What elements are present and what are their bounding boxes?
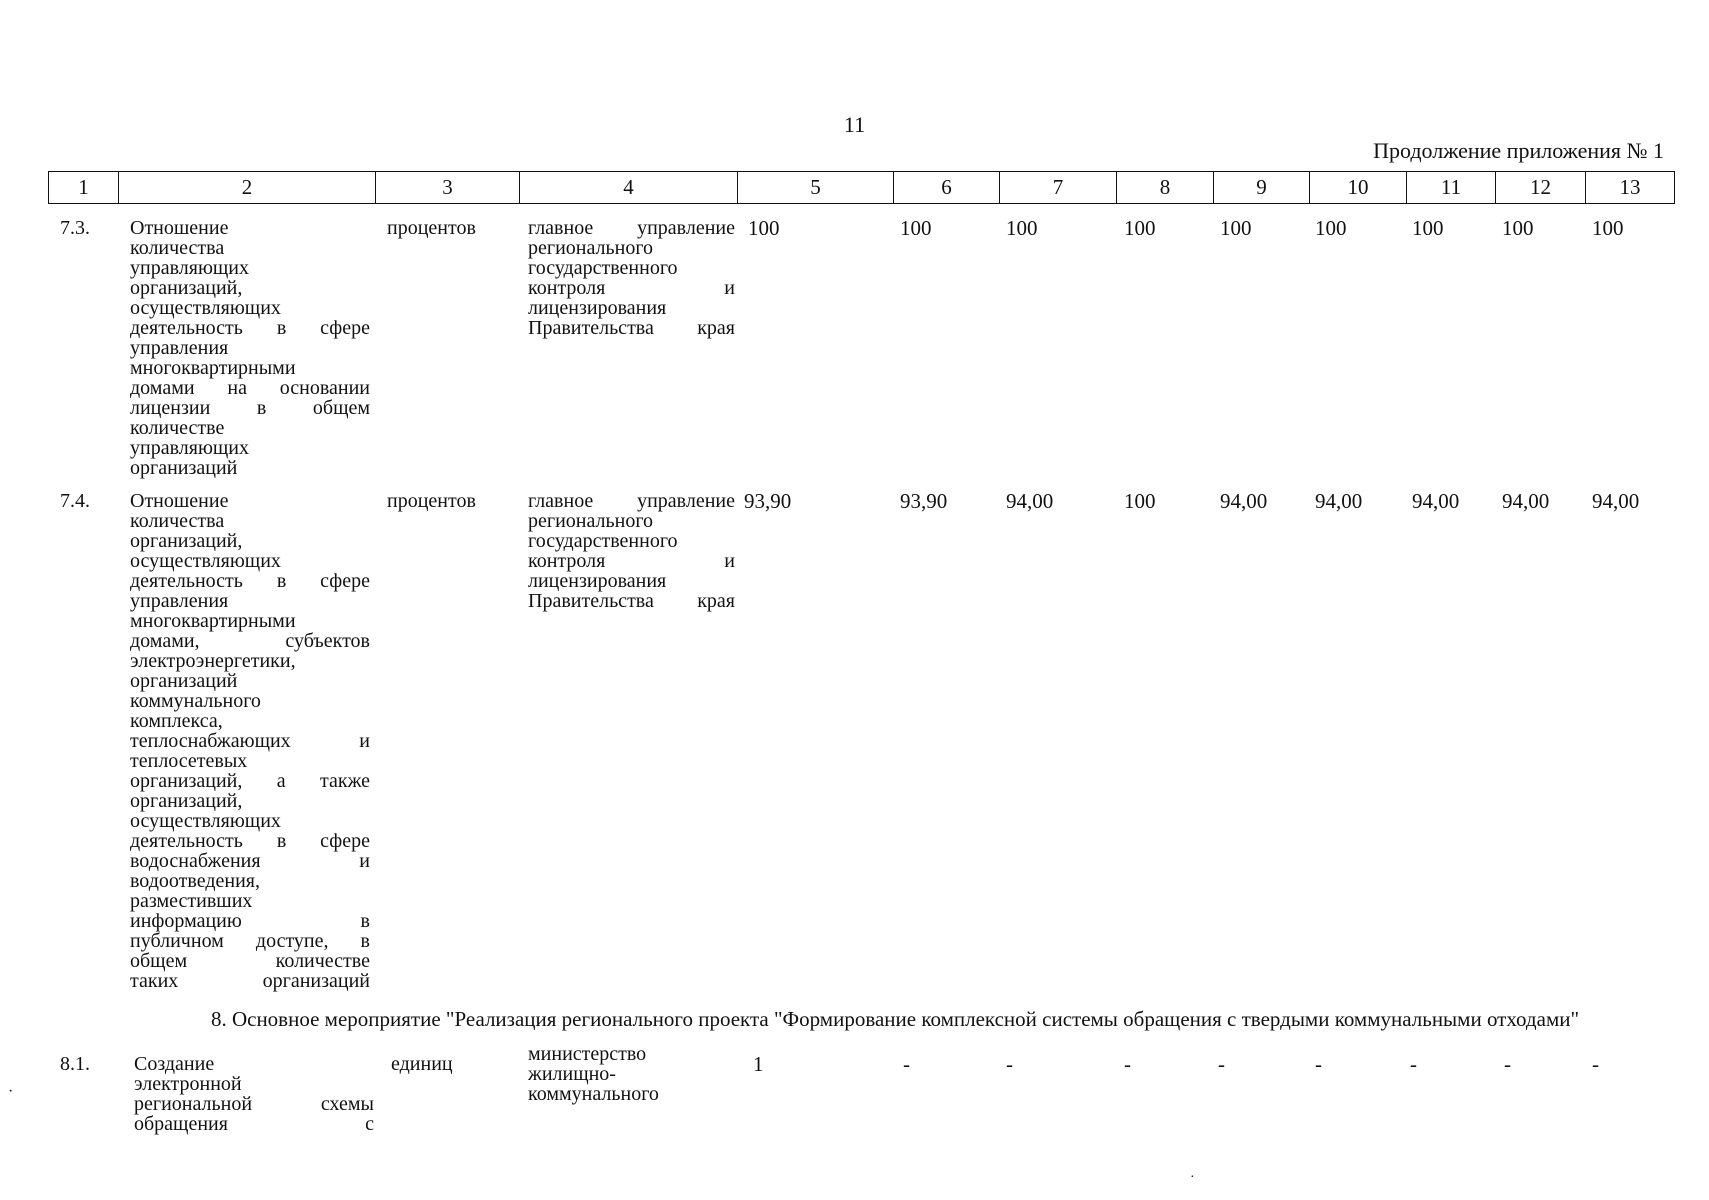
word: и xyxy=(724,277,735,299)
name-line: комплекса, xyxy=(130,710,223,732)
name-line: количестве xyxy=(130,417,225,439)
word: в xyxy=(276,830,287,852)
scan-speck: · xyxy=(8,1083,14,1100)
row-number: 8.1. xyxy=(60,1053,90,1075)
value-col-13: 94,00 xyxy=(1592,489,1640,513)
indicator-name xyxy=(130,218,370,478)
unit-of-measure: процентов xyxy=(387,217,476,239)
header-cell: 4 xyxy=(520,172,738,204)
word: контроля xyxy=(528,550,606,572)
name-line: количества xyxy=(130,237,225,259)
name-line: водоотведения, xyxy=(130,870,260,892)
word: публичном xyxy=(130,930,224,952)
header-cell: 2 xyxy=(119,172,376,204)
value-col-12: 100 xyxy=(1502,216,1534,240)
responsible-executor xyxy=(528,491,735,611)
column-number-header xyxy=(48,171,1675,204)
word: организаций xyxy=(262,970,370,992)
name-line xyxy=(130,951,370,971)
name-line: многоквартирными xyxy=(130,610,296,632)
word: водоснабжения xyxy=(130,850,261,872)
word: и xyxy=(724,550,735,572)
value-col-12: 94,00 xyxy=(1502,489,1550,513)
indicator-name xyxy=(134,1054,374,1134)
word: и xyxy=(359,850,370,872)
value-col-13: - xyxy=(1592,1052,1599,1076)
row-number: 7.4. xyxy=(60,490,90,512)
name-line: организаций xyxy=(130,457,238,479)
value-col-9: 94,00 xyxy=(1220,489,1268,513)
word: основании xyxy=(279,377,370,399)
word: домами, xyxy=(130,630,200,652)
value-col-10: 94,00 xyxy=(1315,489,1363,513)
name-line xyxy=(130,571,370,591)
name-line: разместивших xyxy=(130,890,253,912)
executor-line: коммунального xyxy=(528,1083,659,1105)
word: в xyxy=(276,570,287,592)
value-col-13: 100 xyxy=(1592,216,1624,240)
word: и xyxy=(359,730,370,752)
word: края xyxy=(697,317,735,339)
executor-line xyxy=(528,591,735,611)
unit-of-measure: процентов xyxy=(387,490,476,512)
value-col-8: 100 xyxy=(1124,489,1156,513)
word: лицензии xyxy=(130,397,211,419)
value-col-7: 94,00 xyxy=(1006,489,1054,513)
name-line xyxy=(134,1114,374,1134)
section-heading: 8. Основное мероприятие "Реализация регионального проекта "Формирование комплексной системы обращения с твердыми коммунальными отходами" xyxy=(210,1007,1580,1031)
word: региональной xyxy=(134,1093,253,1115)
name-line: организаций, xyxy=(130,790,243,812)
executor-line: регионального xyxy=(528,237,654,259)
word: деятельность xyxy=(130,830,243,852)
name-line xyxy=(130,851,370,871)
value-col-12: - xyxy=(1504,1052,1511,1076)
word: сфере xyxy=(320,317,370,339)
name-line: управляющих xyxy=(130,257,249,279)
word: а xyxy=(276,770,286,792)
header-cell: 9 xyxy=(1214,172,1310,204)
word: в xyxy=(360,910,370,932)
word: в xyxy=(276,317,287,339)
executor-line xyxy=(528,551,735,571)
word: на xyxy=(227,377,247,399)
header-cell: 3 xyxy=(376,172,520,204)
executor-line: государственного xyxy=(528,530,678,552)
executor-line: министерство xyxy=(528,1043,647,1065)
word: субъектов xyxy=(285,630,370,652)
word: деятельность xyxy=(130,317,243,339)
name-line xyxy=(130,771,370,791)
name-line: осуществляющих xyxy=(130,297,281,319)
header-cell: 1 xyxy=(49,172,119,204)
name-line: коммунального xyxy=(130,690,261,712)
header-cell: 7 xyxy=(1000,172,1117,204)
word: главное xyxy=(528,217,594,239)
value-col-6: 93,90 xyxy=(900,489,948,513)
row-number: 7.3. xyxy=(60,217,90,239)
word: домами xyxy=(130,377,195,399)
executor-line: лицензирования xyxy=(528,570,667,592)
header-cell: 10 xyxy=(1310,172,1407,204)
executor-line xyxy=(528,218,735,238)
value-col-11: - xyxy=(1410,1052,1417,1076)
word: Правительства xyxy=(528,590,654,612)
name-line: Отношение xyxy=(130,217,229,239)
name-line: управляющих xyxy=(130,437,249,459)
value-col-7: 100 xyxy=(1006,216,1038,240)
value-col-8: 100 xyxy=(1124,216,1156,240)
word: общем xyxy=(312,397,370,419)
value-col-6: - xyxy=(903,1052,910,1076)
name-line: теплосетевых xyxy=(130,750,248,772)
name-line: многоквартирными xyxy=(130,357,296,379)
executor-line: жилищно- xyxy=(528,1063,616,1085)
name-line: организаций, xyxy=(130,277,243,299)
scan-speck: · xyxy=(1190,1170,1195,1185)
header-cell: 6 xyxy=(894,172,1000,204)
word: обращения xyxy=(134,1113,228,1135)
header-cell: 12 xyxy=(1496,172,1586,204)
value-col-10: - xyxy=(1315,1052,1322,1076)
responsible-executor xyxy=(528,218,735,338)
name-line xyxy=(130,911,370,931)
name-line: осуществляющих xyxy=(130,810,281,832)
value-col-11: 100 xyxy=(1412,216,1444,240)
value-col-10: 100 xyxy=(1315,216,1347,240)
name-line xyxy=(130,398,370,418)
word: в xyxy=(256,397,267,419)
word: Правительства xyxy=(528,317,654,339)
word: количестве xyxy=(275,950,370,972)
name-line: Отношение xyxy=(130,490,229,512)
executor-line xyxy=(528,278,735,298)
name-line xyxy=(130,731,370,751)
name-line xyxy=(130,631,370,651)
executor-line: лицензирования xyxy=(528,297,667,319)
word: главное xyxy=(528,490,594,512)
executor-line xyxy=(528,318,735,338)
value-col-9: - xyxy=(1218,1052,1225,1076)
header-cell: 8 xyxy=(1117,172,1214,204)
value-col-8: - xyxy=(1124,1052,1131,1076)
word: таких xyxy=(130,970,179,992)
name-line xyxy=(130,318,370,338)
name-line xyxy=(130,971,370,991)
word: информацию xyxy=(130,910,242,932)
name-line xyxy=(134,1094,374,1114)
word: также xyxy=(319,770,370,792)
name-line: количества xyxy=(130,510,225,532)
continuation-label: Продолжение приложения № 1 xyxy=(1373,138,1664,163)
name-line: осуществляющих xyxy=(130,550,281,572)
executor-line: регионального xyxy=(528,510,654,532)
value-col-7: - xyxy=(1006,1052,1013,1076)
word: общем xyxy=(130,950,188,972)
name-line xyxy=(130,378,370,398)
word: сфере xyxy=(320,570,370,592)
indicator-name xyxy=(130,491,370,991)
responsible-executor xyxy=(528,1044,735,1104)
value-col-9: 100 xyxy=(1220,216,1252,240)
value-col-6: 100 xyxy=(900,216,932,240)
value-col-11: 94,00 xyxy=(1412,489,1460,513)
name-line: Создание xyxy=(134,1053,215,1075)
word: теплоснабжающих xyxy=(130,730,291,752)
executor-line: государственного xyxy=(528,257,678,279)
unit-of-measure: единиц xyxy=(391,1053,453,1075)
word: деятельность xyxy=(130,570,243,592)
word: управление xyxy=(637,490,735,512)
word: организаций, xyxy=(130,770,243,792)
header-cell: 11 xyxy=(1407,172,1496,204)
executor-line xyxy=(528,491,735,511)
value-col-5: 1 xyxy=(753,1052,764,1076)
word: в xyxy=(360,930,370,952)
word: с xyxy=(365,1113,374,1135)
word: края xyxy=(697,590,735,612)
value-col-5: 93,90 xyxy=(744,489,792,513)
value-col-5: 100 xyxy=(748,216,780,240)
header-cell: 5 xyxy=(738,172,894,204)
name-line: организаций, xyxy=(130,530,243,552)
name-line xyxy=(130,831,370,851)
word: управление xyxy=(637,217,735,239)
name-line: организаций xyxy=(130,670,238,692)
word: схемы xyxy=(320,1093,374,1115)
name-line: управления xyxy=(130,337,229,359)
name-line: электроэнергетики, xyxy=(130,650,296,672)
word: сфере xyxy=(320,830,370,852)
word: доступе, xyxy=(255,930,329,952)
header-cell: 13 xyxy=(1586,172,1675,204)
name-line: электронной xyxy=(134,1073,242,1095)
name-line: управления xyxy=(130,590,229,612)
name-line xyxy=(130,931,370,951)
word: контроля xyxy=(528,277,606,299)
page-number: 11 xyxy=(843,112,866,137)
